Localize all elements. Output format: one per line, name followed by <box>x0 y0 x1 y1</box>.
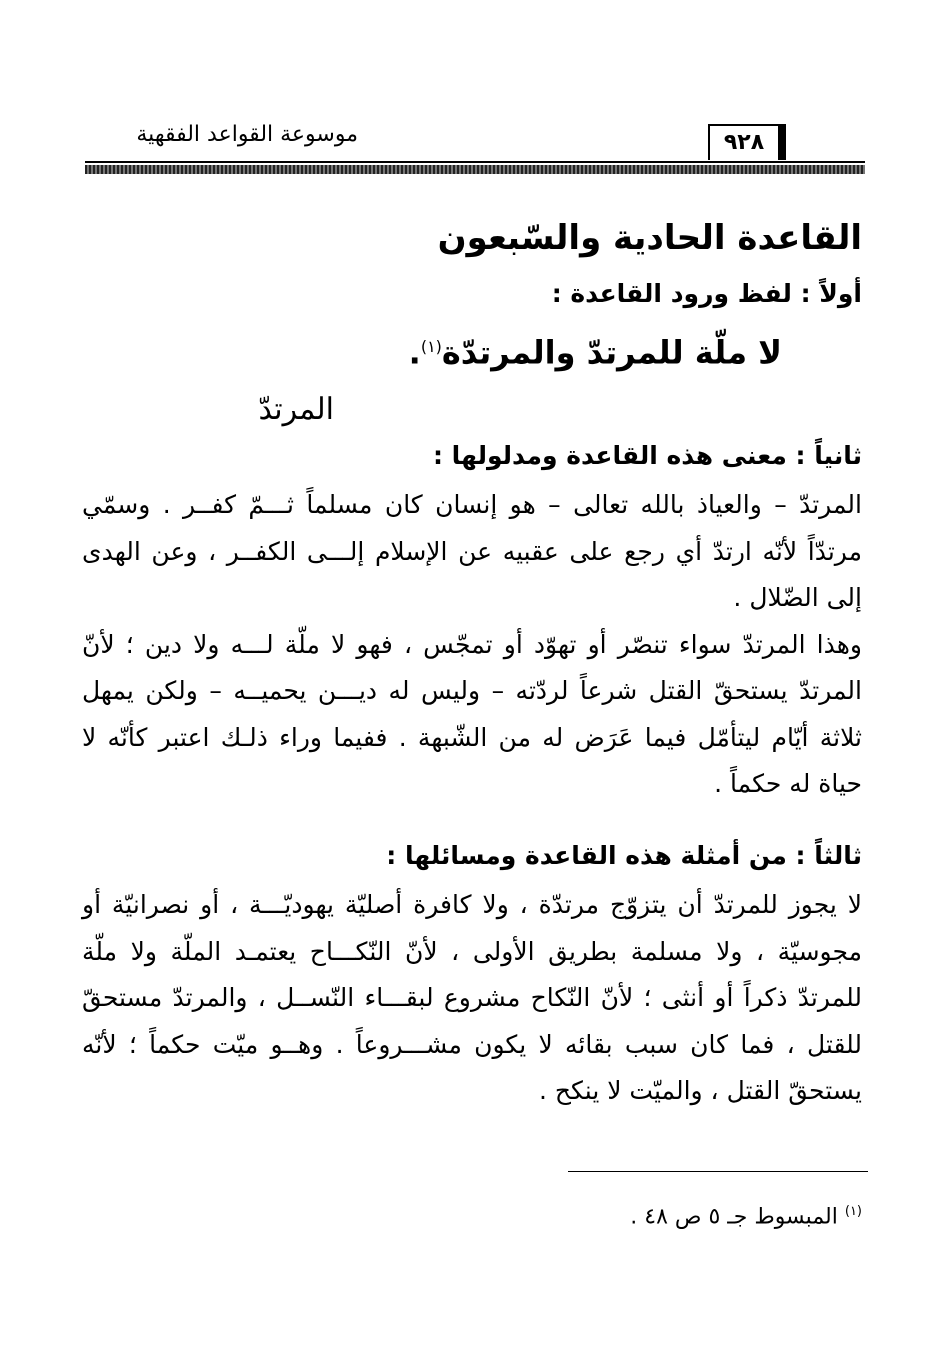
footnote-ref: (١) <box>420 337 442 356</box>
section3-heading: ثالثاً : من أمثلة هذه القاعدة ومسائلها : <box>386 841 862 870</box>
footnote-marker: (١) <box>844 1204 862 1219</box>
section2-paragraph: وهذا المرتدّ سواء تنصّر أو تهوّد أو تمجّس ، فهو لا ملّة لـــه ولا دين ؛ لأنّ المرتدّ يستحقّ القتل شرعاً لردّته – وليس له ديـــن يحميــه – ولكن يمهل ثلاثة أيّام ليتأمّل فيما عَرَض له من الشّبهة . ففيما وراء ذلـك اعتبر كأنّه لا حياة له حكماً . <box>82 629 862 798</box>
section1-heading: أولاً : لفظ ورود القاعدة : <box>551 279 862 308</box>
footnote <box>362 1196 862 1233</box>
footnote-rule <box>568 1171 868 1172</box>
section3-paragraph: لا يجوز للمرتدّ أن يتزوّج مرتدّة ، ولا كافرة أصليّة يهوديّـــة ، أو نصرانيّة أو مجوسيّة ، ولا مسلمة بطريق الأولى ، لأنّ النّكـــاح يعتمـد الملّة ولا ملّة للمرتدّ ذكراً أو أنثى ؛ لأنّ النّكاح مشروع لبقـــاء النّســل ، والمرتدّ مستحقّ للقتل ، فما كان سبب بقائه لا يكون مشـــروعاً . وهــو ميّت حكماً ؛ لأنّه يستحقّ القتل ، والميّت لا ينكح . <box>82 890 862 1105</box>
rule-text: لا ملّة للمرتدّ والمرتدّة <box>441 333 782 372</box>
page-number-box: ٩٢٨ <box>708 124 786 160</box>
gloss-word: المرتدّ <box>258 392 334 427</box>
section2-heading: ثانياً : معنى هذه القاعدة ومدلولها : <box>432 441 862 470</box>
running-header-title: موسوعة القواعد الفقهية <box>136 122 358 147</box>
header-rule-thick <box>85 165 865 174</box>
footnote-text: المبسوط جـ ٥ ص ٤٨ . <box>630 1204 838 1230</box>
main-title: القاعدة الحادية والسّبعون <box>437 218 862 258</box>
section2-body <box>82 482 862 808</box>
rule-trailing-dot: . <box>408 333 421 372</box>
rule-statement <box>142 322 782 378</box>
section2-paragraph: المرتدّ – والعياذ بالله تعالى – هو إنسان كان مسلماً ثـــمّ كفــر . وسمّي مرتدّاً لأنّه ارتدّ أي رجع على عقبيه عن الإسلام إلـــى الكفــر ، وعن الهدى إلى الضّلال . <box>82 490 862 612</box>
header-rule-thin <box>85 161 865 163</box>
section3-body <box>82 882 862 1115</box>
